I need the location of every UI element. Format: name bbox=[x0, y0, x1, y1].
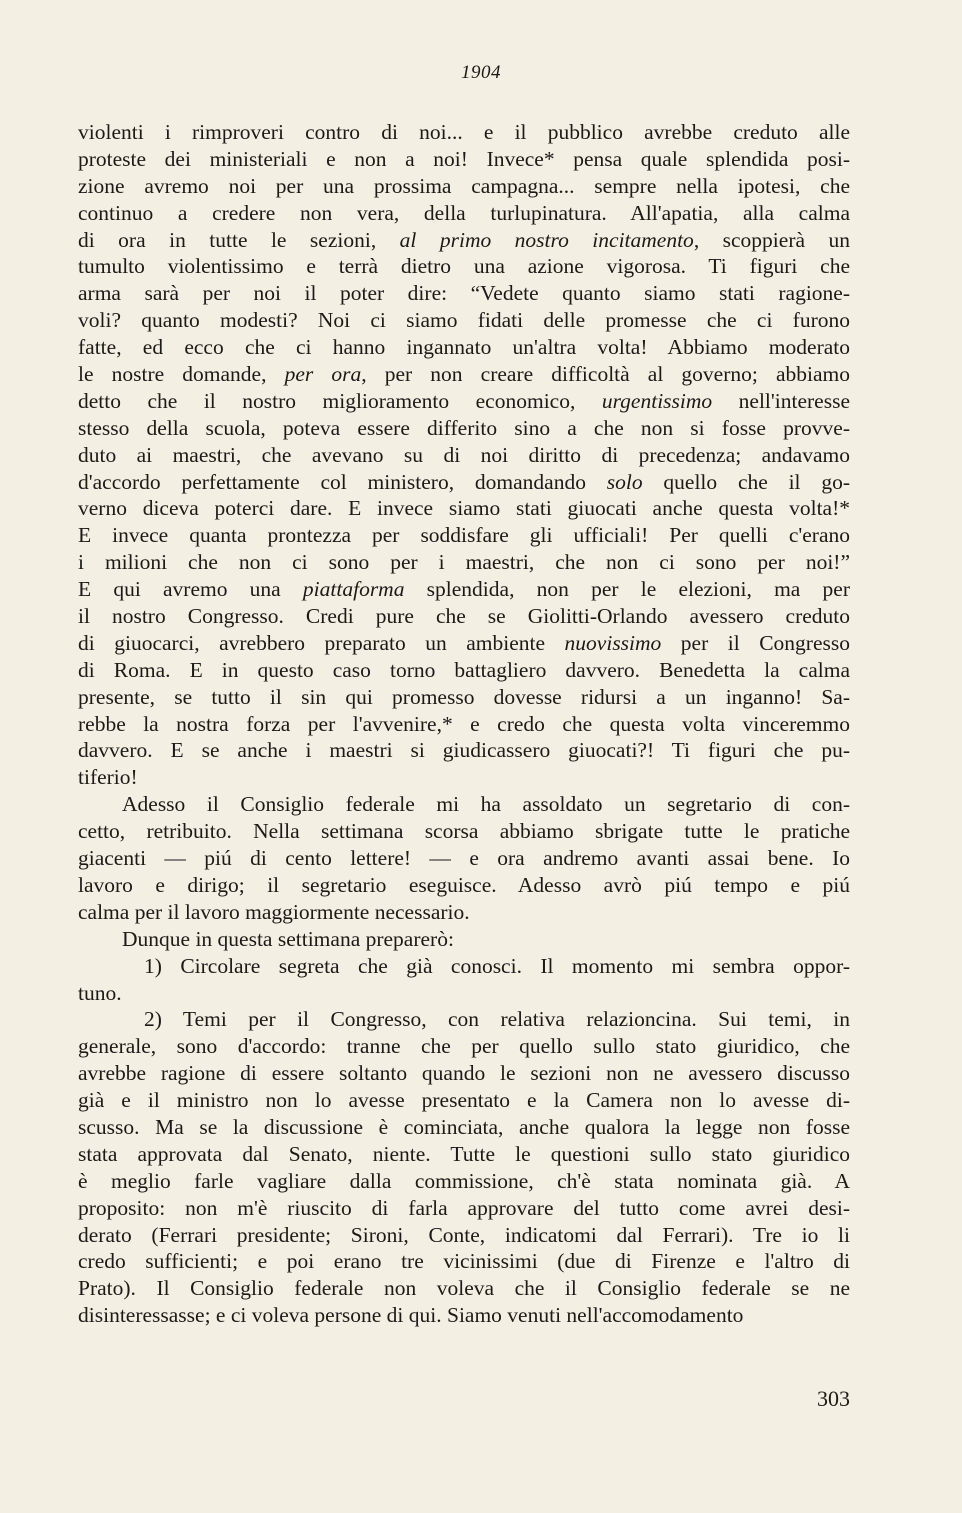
text-line: 2) Temi per il Congresso, con relativa relazioncina. Sui temi, in bbox=[144, 1007, 850, 1032]
text-line: già e il ministro non lo avesse presentato e la Camera non lo avesse di- bbox=[78, 1088, 850, 1113]
text-line: cetto, retribuito. Nella settimana scorsa abbiamo sbrigate tutte le pratiche bbox=[78, 819, 850, 844]
italic-emphasis: al primo nostro incitamento bbox=[399, 227, 694, 252]
text-line: fatte, ed ecco che ci hanno ingannato un'altra volta! Abbiamo moderato bbox=[78, 335, 850, 360]
text-line: duto ai maestri, che avevano su di noi diritto di precedenza; andavamo bbox=[78, 442, 850, 467]
text-line: d'accordo perfettamente col ministero, domandando solo quello che il go- bbox=[78, 469, 850, 494]
text-line: le nostre domande, per ora, per non creare difficoltà al governo; abbiamo bbox=[78, 362, 851, 387]
text-line: Dunque in questa settimana preparerò: bbox=[122, 926, 454, 951]
text-line: di giuocarci, avrebbero preparato un ambiente nuovissimo per il Congresso bbox=[78, 630, 850, 655]
text-line: continuo a credere non vera, della turlupinatura. All'apatia, alla calma bbox=[78, 200, 850, 225]
italic-emphasis: piattaforma bbox=[302, 577, 405, 602]
text-line: arma sarà per noi il poter dire: “Vedete quanto siamo stati ragione- bbox=[78, 281, 850, 306]
body-text bbox=[78, 119, 850, 1329]
text-line: davvero. E se anche i maestri si giudicassero giuocati?! Ti figuri che pu- bbox=[78, 738, 850, 763]
italic-emphasis: solo bbox=[606, 469, 643, 494]
text-line: scusso. Ma se la discussione è cominciata, anche qualora la legge non fosse bbox=[78, 1114, 850, 1139]
text-line: Prato). Il Consiglio federale non voleva che il Consiglio federale se ne bbox=[78, 1276, 850, 1301]
text-line: voli? quanto modesti? Noi ci siamo fidati delle promesse che ci furono bbox=[78, 308, 850, 333]
text-line: 1) Circolare segreta che già conosci. Il momento mi sembra oppor- bbox=[144, 953, 850, 978]
text-line: lavoro e dirigo; il segretario eseguisce. Adesso avrò piú tempo e piú bbox=[78, 872, 850, 897]
text-line: presente, se tutto il sin qui promesso dovesse ridursi a un inganno! Sa- bbox=[78, 684, 850, 709]
text-line: di Roma. E in questo caso torno battagliero davvero. Benedetta la calma bbox=[78, 657, 850, 682]
italic-emphasis: urgentissimo bbox=[601, 388, 713, 413]
text-line: E invece quanta prontezza per soddisfare gli ufficiali! Per quelli c'erano bbox=[78, 523, 850, 548]
text-line: E qui avremo una piattaforma splendida, non per le elezioni, ma per bbox=[78, 577, 850, 602]
text-line: tuno. bbox=[78, 980, 122, 1005]
text-line: tumulto violentissimo e terrà dietro una azione vigorosa. Ti figuri che bbox=[78, 254, 850, 279]
text-line: stata approvata dal Senato, niente. Tutte le questioni sullo stato giuridico bbox=[78, 1141, 850, 1166]
text-line: rebbe la nostra forza per l'avvenire,* e credo che questa volta vinceremmo bbox=[78, 711, 850, 736]
text-line: proposito: non m'è riuscito di farla approvare del tutto come avrei desi- bbox=[78, 1195, 850, 1220]
text-line: zione avremo noi per una prossima campagna... sempre nella ipotesi, che bbox=[78, 173, 850, 198]
text-line: i milioni che non ci sono per i maestri, che non ci sono per noi!” bbox=[78, 550, 850, 575]
text-line: proteste dei ministeriali e non a noi! Invece* pensa quale splendida posi- bbox=[78, 146, 850, 171]
text-line: disinteressasse; e ci voleva persone di qui. Siamo venuti nell'accomodamento bbox=[78, 1303, 744, 1328]
text-line: generale, sono d'accordo: tranne che per quello sullo stato giuridico, che bbox=[78, 1034, 850, 1059]
text-line: avrebbe ragione di essere soltanto quando le sezioni non ne avessero discusso bbox=[78, 1061, 850, 1086]
text-line: Adesso il Consiglio federale mi ha assoldato un segretario di con- bbox=[122, 792, 850, 817]
running-title: 1904 bbox=[461, 62, 501, 83]
text-line: il nostro Congresso. Credi pure che se Giolitti-Orlando avessero creduto bbox=[78, 604, 850, 629]
text-line: detto che il nostro miglioramento economico, urgentissimo nell'interesse bbox=[78, 388, 850, 413]
italic-emphasis: per ora bbox=[284, 362, 362, 387]
text-line: credo sufficienti; e poi erano tre vicinissimi (due di Firenze e l'altro di bbox=[78, 1249, 850, 1274]
text-line: violenti i rimproveri contro di noi... e il pubblico avrebbe creduto alle bbox=[78, 120, 850, 144]
text-line: derato (Ferrari presidente; Sironi, Conte, indicatomi dal Ferrari). Tre io li bbox=[78, 1222, 850, 1247]
text-line: di ora in tutte le sezioni, al primo nostro incitamento, scoppierà un bbox=[78, 227, 850, 252]
text-line: giacenti — piú di cento lettere! — e ora andremo avanti assai bene. Io bbox=[78, 846, 850, 871]
text-line: tiferio! bbox=[78, 765, 138, 790]
text-line: è meglio farle vagliare dalla commissione, ch'è stata nominata già. A bbox=[78, 1168, 850, 1193]
text-line: verno diceva poterci dare. E invece siamo stati giuocati anche questa volta!* bbox=[78, 496, 850, 521]
text-line: stesso della scuola, poteva essere differito sino a che non si fosse provve- bbox=[78, 415, 850, 440]
text-line: calma per il lavoro maggiormente necessario. bbox=[78, 899, 470, 924]
page-number: 303 bbox=[817, 1386, 850, 1411]
italic-emphasis: nuovissimo bbox=[564, 630, 662, 655]
